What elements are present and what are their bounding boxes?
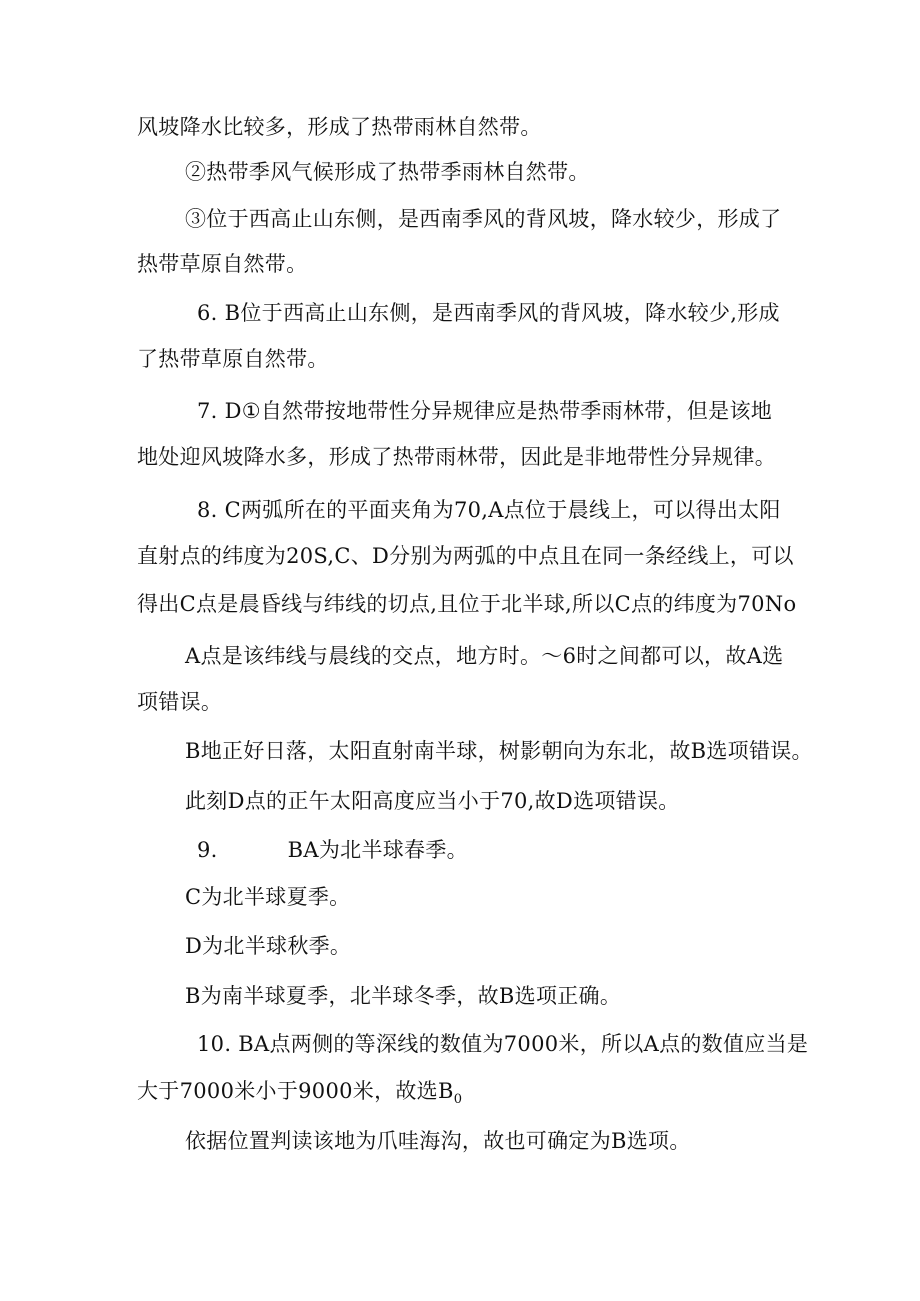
answer-8-line-4: A点是该纬线与晨线的交点，地方时。～6时之间都可以，故A选 — [185, 644, 784, 668]
subscript-zero: 0 — [453, 1092, 463, 1107]
answer-8-line-3: 得出C点是晨昏线与纬线的切点,且位于北半球,所以C点的纬度为70No — [137, 592, 797, 616]
answer-8-line-1: 8. C两弧所在的平面夹角为70,A点位于晨线上，可以得出太阳 — [197, 498, 781, 522]
text-line-4: 热带草原自然带。 — [137, 252, 308, 276]
text-line-3: ③位于西高止山东侧，是西南季风的背风坡，降水较少，形成了 — [185, 207, 782, 231]
answer-9-line-1 — [197, 836, 468, 864]
answer-8-line-6: B地正好日落，太阳直射南半球，树影朝向为东北，故B选项错误。 — [185, 739, 813, 763]
answer-8-line-2: 直射点的纬度为20S,C、D分别为两弧的中点且在同一条经线上，可以 — [137, 544, 794, 568]
answer-10-line-3: 依据位置判读该地为爪哇海沟，故也可确定为B选项。 — [185, 1129, 691, 1153]
text-line-2: ②热带季风气候形成了热带季雨林自然带。 — [185, 160, 590, 184]
answer-9-text: BA为北半球春季。 — [287, 838, 468, 862]
answer-7-line-2: 地处迎风坡降水多，形成了热带雨林带，因此是非地带性分异规律。 — [137, 445, 776, 469]
answer-9-line-2: C为北半球夏季。 — [185, 885, 351, 909]
answer-8-line-5: 项错误。 — [137, 690, 223, 714]
answer-10-line-2 — [137, 1077, 462, 1114]
answer-10-text: 大于7000米小于9000米，故选B — [137, 1079, 454, 1103]
answer-9-line-4: B为南半球夏季，北半球冬季，故B选项正确。 — [185, 984, 622, 1008]
answer-10-line-1: 10. BA点两侧的等深线的数值为7000米，所以A点的数值应当是 — [197, 1032, 809, 1056]
answer-9-number: 9. — [197, 838, 218, 862]
answer-6-line-2: 了热带草原自然带。 — [137, 347, 329, 371]
text-line-1: 风坡降水比较多，形成了热带雨林自然带。 — [137, 115, 542, 139]
answer-8-line-7: 此刻D点的正午太阳高度应当小于70,故D选项错误。 — [185, 789, 680, 813]
answer-7-line-1: 7. D①自然带按地带性分异规律应是热带季雨林带，但是该地 — [197, 399, 773, 423]
answer-9-line-3: D为北半球秋季。 — [185, 934, 352, 958]
answer-6-line-1: 6. B位于西高止山东侧，是西南季风的背风坡，降水较少,形成 — [197, 301, 780, 325]
